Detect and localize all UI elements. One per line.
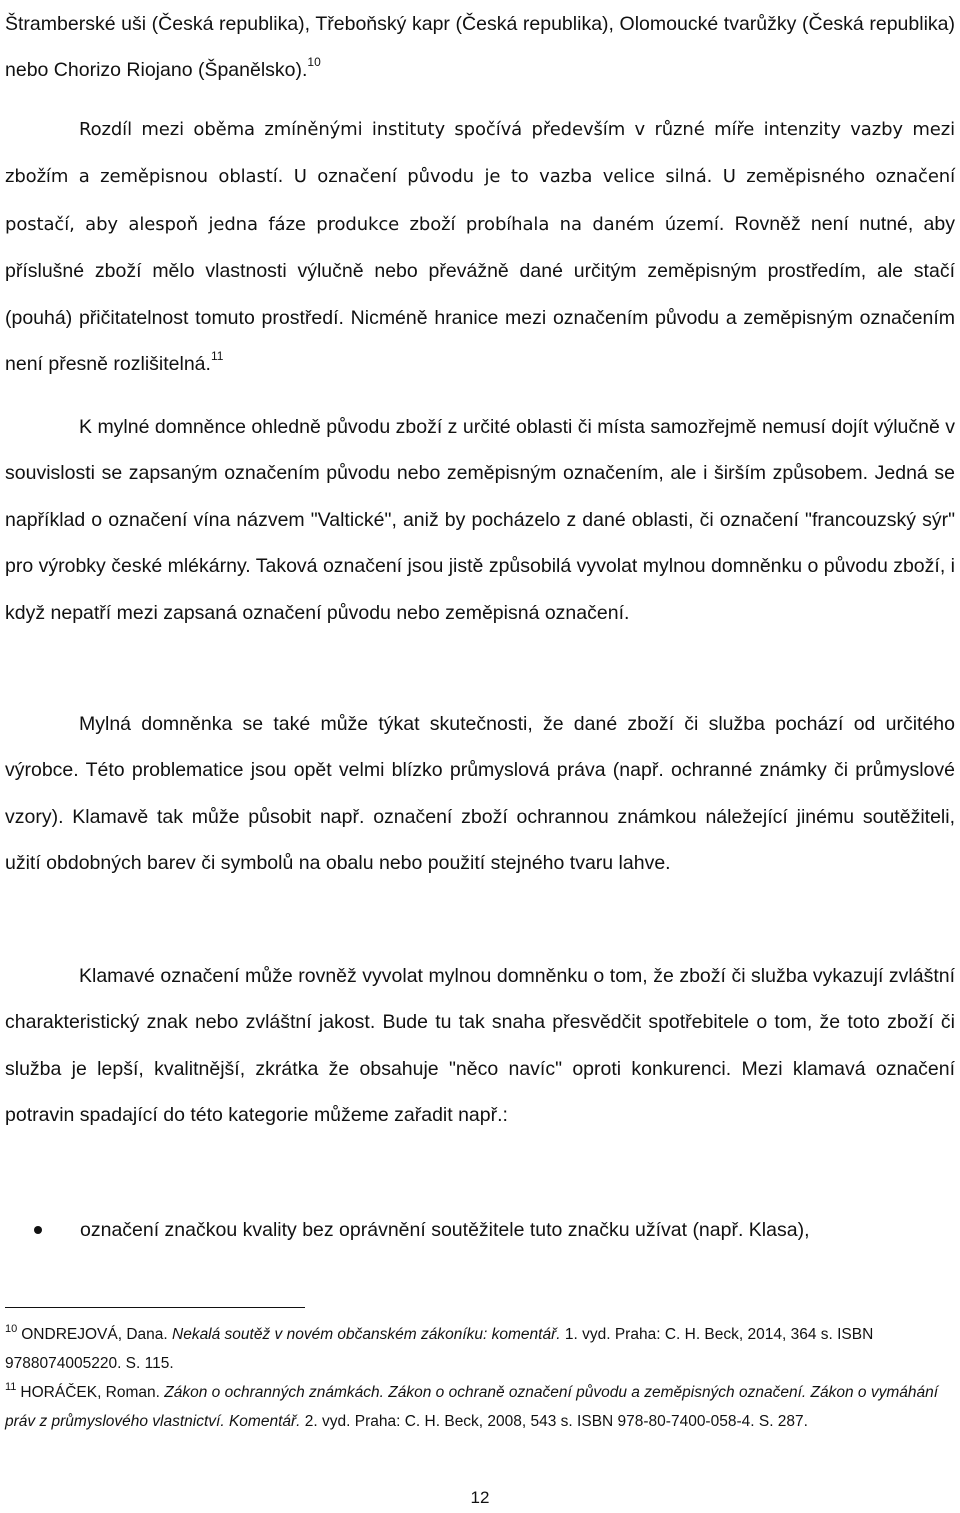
paragraph-1 (5, 1, 955, 94)
footnote-separator (5, 1307, 305, 1308)
paragraph-3-text: K mylné domněnce ohledně původu zboží z určité oblasti či místa samozřejmě nemusí dojít výlučně v souvislosti se zapsaným označením původu nebo zeměpisným označením, ale i širším způsobem. Jedná se například o označení vína názvem "Valtické", aniž by pocházelo z dané oblasti, či označení "francouzský sýr" pro výrobky české mlékárny. Taková označení jsou jistě způsobilá vyvolat mylnou domněnku o původu zboží, i když nepatří mezi zapsaná označení původu nebo zeměpisná označení. (5, 416, 955, 624)
footnote-author: ONDREJOVÁ, Dana. (21, 1326, 168, 1343)
paragraph-2-text: Rovněž není nutné, aby příslušné zboží mělo vlastnosti výlučně nebo převážně dané určitým zeměpisným prostředím, ale stačí (pouhá) přičitatelnost tomuto prostředí. Nicméně hranice mezi označením původu a zeměpisným označením není přesně rozlišitelná. (5, 212, 955, 376)
paragraph-5 (5, 953, 955, 1139)
list-item (0, 1207, 955, 1253)
footnote-number: 10 (5, 1323, 18, 1335)
paragraph-4-text: Mylná domněnka se také může týkat skutečnosti, že dané zboží či služba pochází od určitého výrobce. Této problematice jsou opět velmi blízko průmyslová práva (např. ochranné známky či průmyslové vzory). Klamavě tak může působit např. označení zboží ochrannou známkou náležející jinému soutěžiteli, užití obdobných barev či symbolů na obalu nebo použití stejného tvaru lahve. (5, 713, 955, 875)
paragraph-3 (5, 404, 955, 636)
footnote-ref-10[interactable]: 10 (307, 55, 321, 70)
bullet-dot-icon (34, 1226, 42, 1234)
list-item-text: označení značkou kvality bez oprávnění soutěžitele tuto značku užívat (např. Klasa), (80, 1219, 810, 1241)
footnote-10 (5, 1320, 950, 1378)
paragraph-4 (5, 701, 955, 887)
footnote-author: HORÁČEK, Roman. (20, 1384, 160, 1401)
footnote-title: Nekalá soutěž v novém občanském zákoníku: komentář. (172, 1326, 561, 1343)
bullet-list (0, 1207, 955, 1253)
footnotes (5, 1320, 950, 1436)
footnote-details: 1. vyd. Praha: C. H. Beck, 2014, 364 s. ISBN 9788074005220. S. 115. (5, 1326, 874, 1372)
paragraph-5-text: Klamavé označení může rovněž vyvolat mylnou domněnku o tom, že zboží či služba vykazují zvláštní charakteristický znak nebo zvláštní jakost. Bude tu tak snaha přesvědčit spotřebitele o tom, že toto zboží či služba je lepší, kvalitnější, zkrátka že obsahuje "něco navíc" oproti konkurenci. Mezi klamavá označení potravin spadající do této kategorie můžeme zařadit např.: (5, 965, 955, 1127)
page-number: 12 (470, 1488, 490, 1507)
paragraph-2 (5, 106, 955, 387)
footnote-title: Zákon o ochranných známkách. Zákon o ochraně označení původu a zeměpisných označení. Zákon o vymáhání práv z průmyslového vlastnictví. Komentář. (5, 1384, 939, 1430)
paragraph-2-sans-text: Rozdíl mezi oběma zmíněnými instituty spočívá především v různé míře intenzity vazby mezi zbožím a zeměpisnou oblastí. U označení původu je to vazba velice silná. U zeměpisného označení postačí, aby alespoň jedna fáze produkce zboží probíhala na daném území. (5, 119, 955, 235)
footnote-number: 11 (5, 1381, 17, 1393)
footnote-ref-11[interactable]: 11 (210, 349, 224, 364)
footnote-details: 2. vyd. Praha: C. H. Beck, 2008, 543 s. ISBN 978-80-7400-058-4. S. 287. (304, 1413, 808, 1430)
paragraph-1-text: Štramberské uši (Česká republika), Třeboňský kapr (Česká republika), Olomoucké tvarůžky (Česká republika) nebo Chorizo Riojano (Španělsko). (5, 13, 955, 82)
footnote-11 (5, 1378, 950, 1436)
